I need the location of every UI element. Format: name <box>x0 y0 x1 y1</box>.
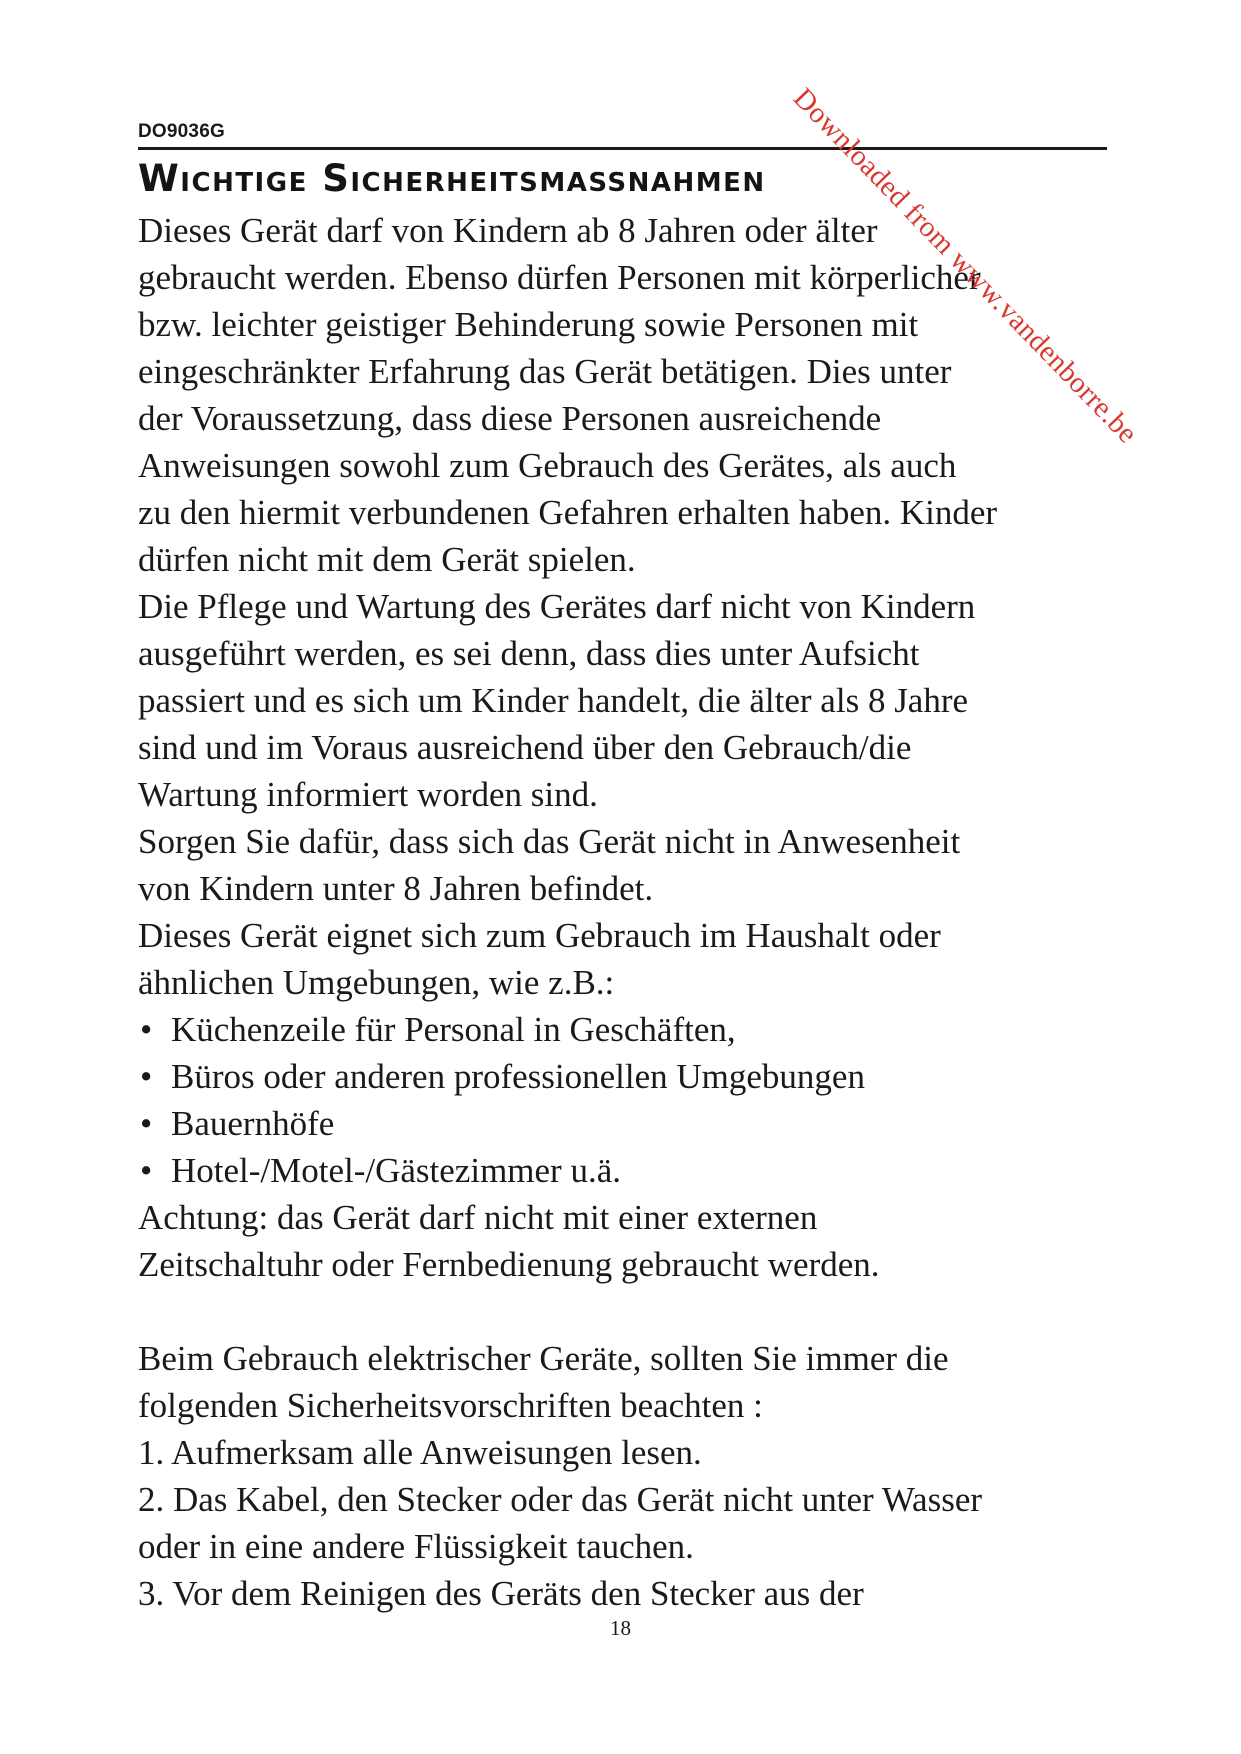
body-line: sind und im Voraus ausreichend über den Gebrauch/die <box>138 728 912 767</box>
body-line: Anweisungen sowohl zum Gebrauch des Gerätes, als auch <box>138 446 957 485</box>
bullet-text: Hotel-/Motel-/Gästezimmer u.ä. <box>171 1151 621 1190</box>
page-number: 18 <box>610 1616 631 1640</box>
body-line: dürfen nicht mit dem Gerät spielen. <box>138 540 636 579</box>
header-rule <box>138 147 1107 150</box>
body-line: von Kindern unter 8 Jahren befindet. <box>138 869 654 908</box>
numbered-rule: 3. Vor dem Reinigen des Geräts den Stecker aus der <box>138 1574 864 1613</box>
rules-intro-line: Beim Gebrauch elektrischer Geräte, sollten Sie immer die <box>138 1339 949 1378</box>
bullet-text: Bauernhöfe <box>171 1104 335 1143</box>
body-line: Sorgen Sie dafür, dass sich das Gerät nicht in Anwesenheit <box>138 822 961 861</box>
paragraph-gap <box>138 1288 1118 1335</box>
body-line: Dieses Gerät eignet sich zum Gebrauch im Haushalt oder <box>138 916 941 955</box>
body-line: zu den hiermit verbundenen Gefahren erhalten haben. Kinder <box>138 493 998 532</box>
warning-line: Zeitschaltuhr oder Fernbedienung gebraucht werden. <box>138 1245 880 1284</box>
rules-intro-line: folgenden Sicherheitsvorschriften beachten : <box>138 1386 763 1425</box>
body-line: der Voraussetzung, dass diese Personen ausreichende <box>138 399 882 438</box>
body-line: bzw. leichter geistiger Behinderung sowie Personen mit <box>138 305 919 344</box>
warning-line: Achtung: das Gerät darf nicht mit einer externen <box>138 1198 818 1237</box>
numbered-rule: 2. Das Kabel, den Stecker oder das Gerät nicht unter Wasser <box>138 1480 983 1519</box>
body-line: eingeschränkter Erfahrung das Gerät betätigen. Dies unter <box>138 352 952 391</box>
bullet-text: Küchenzeile für Personal in Geschäften, <box>171 1010 736 1049</box>
numbered-rule: 1. Aufmerksam alle Anweisungen lesen. <box>138 1433 702 1472</box>
watermark-text: Downloaded from www.vandenborre.be <box>786 82 1144 450</box>
body-line: passiert und es sich um Kinder handelt, die älter als 8 Jahre <box>138 681 969 720</box>
body-line: Dieses Gerät darf von Kindern ab 8 Jahren oder älter <box>138 211 878 250</box>
bullet-item <box>138 1147 1118 1194</box>
body-text <box>138 207 1118 1617</box>
bullet-icon: • <box>140 1151 153 1190</box>
section-title: Wichtige Sicherheitsmassnahmen <box>138 157 766 200</box>
body-line: ausgeführt werden, es sei denn, dass dies unter Aufsicht <box>138 634 920 673</box>
bullet-item <box>138 1006 1118 1053</box>
bullet-item <box>138 1100 1118 1147</box>
model-code: DO9036G <box>138 121 225 142</box>
bullet-icon: • <box>140 1104 153 1143</box>
bullet-icon: • <box>140 1057 153 1096</box>
body-line: ähnlichen Umgebungen, wie z.B.: <box>138 963 615 1002</box>
body-line: Wartung informiert worden sind. <box>138 775 598 814</box>
bullet-icon: • <box>140 1010 153 1049</box>
body-line: Die Pflege und Wartung des Gerätes darf nicht von Kindern <box>138 587 976 626</box>
bullet-item <box>138 1053 1118 1100</box>
bullet-text: Büros oder anderen professionellen Umgebungen <box>171 1057 865 1096</box>
body-line: gebraucht werden. Ebenso dürfen Personen mit körperlicher <box>138 258 981 297</box>
numbered-rule: oder in eine andere Flüssigkeit tauchen. <box>138 1527 694 1566</box>
